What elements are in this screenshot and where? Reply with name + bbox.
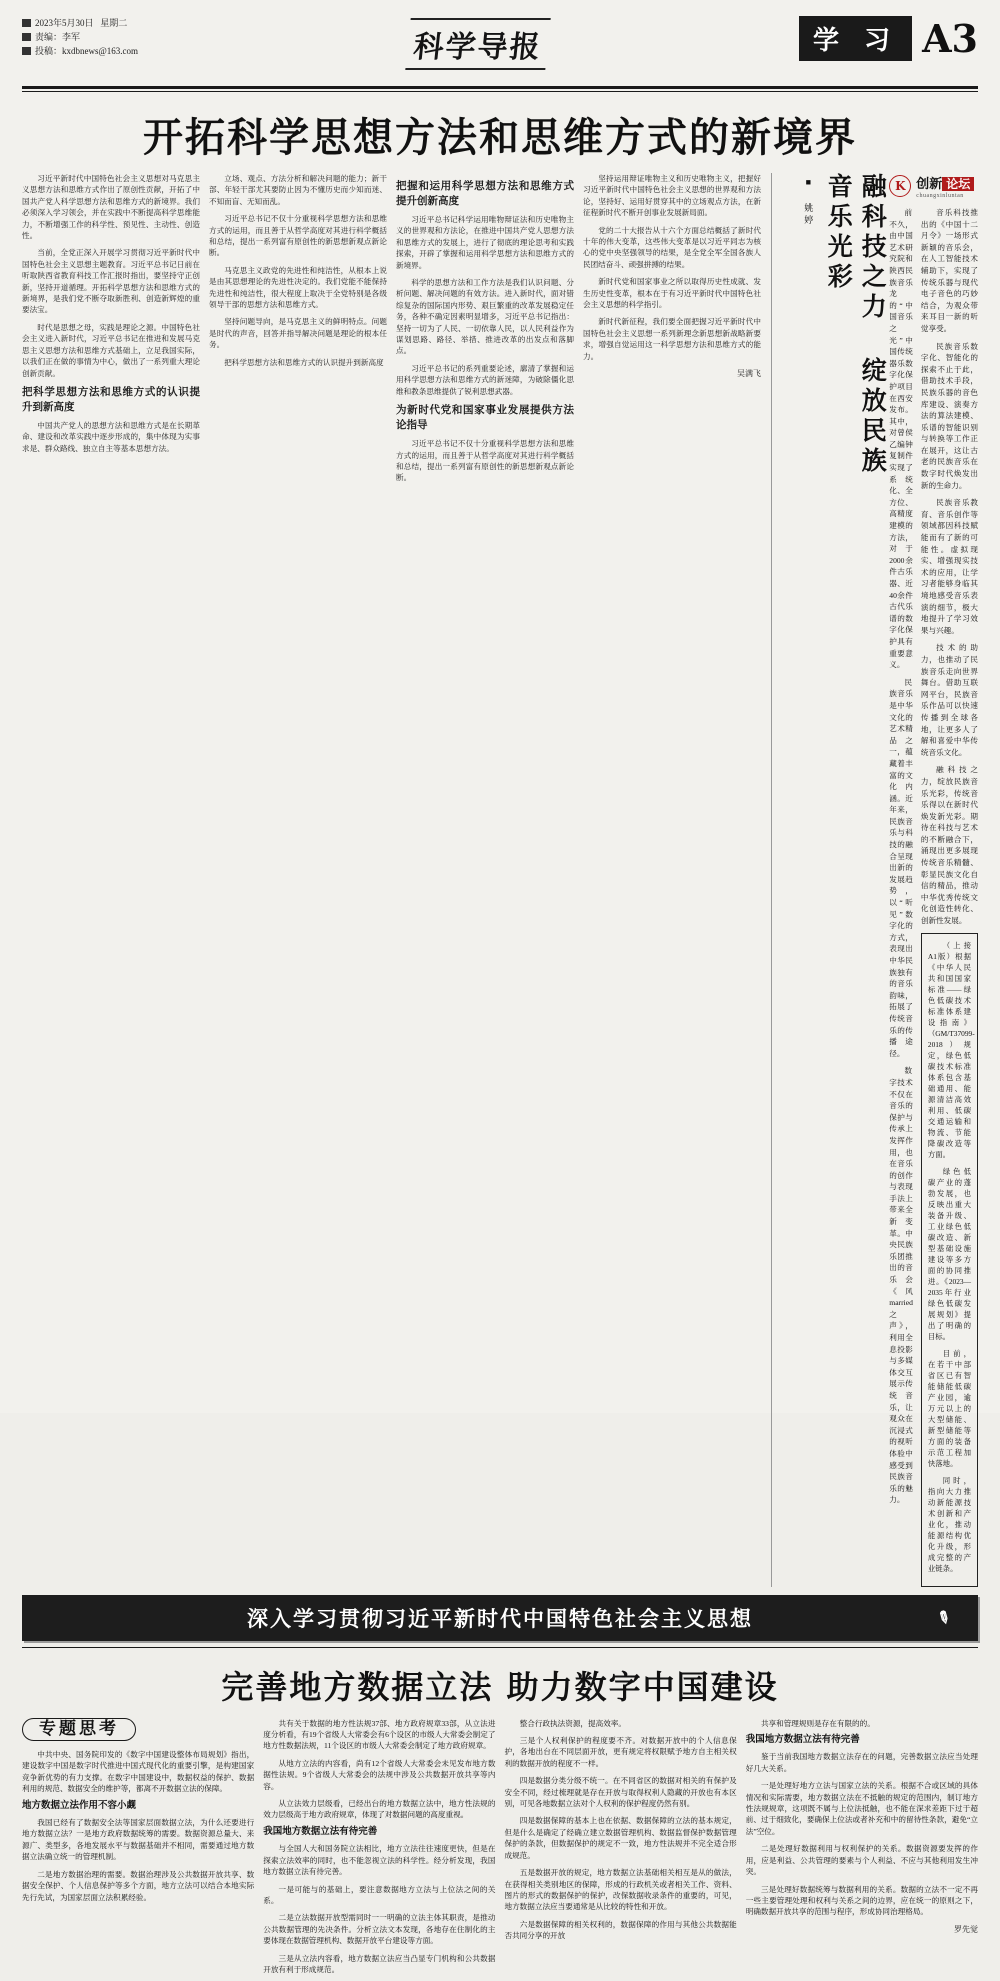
paragraph: 坚持运用辩证唯物主义和历史唯物主义，把握好习近平新时代中国特色社会主义思想的世界观和方法论，坚持好、运用好贯穿其中的立场观点方法，在新征程新时代不断开创事业发展新局面。 [583,174,761,218]
paragraph: 习近平总书记科学运用唯物辩证法和历史唯物主义的世界观和方法论，在推进中国共产党人思想方法和思维方式的发展上，进行了彻底的理论思考和实践探索，开辟了掌握和运用科学思想方法和思维方式的新境界。 [396,215,574,270]
paragraph: 从立法效力层级看，已经出台的地方数据立法中，地方性法规的效力层级高于地方政府规章，体现了对数据问题的高度重视。 [263,1799,496,1820]
paragraph: 把科学思想方法和思维方式的认识提升到新高度 [224,357,384,367]
paragraph: 坚持问题导向，是马克思主义的鲜明特点。问题是时代的声音，回答并指导解决问题是理论的根本任务。 [209,317,387,350]
masthead [22,14,978,82]
innovation-forum-logo [889,173,978,199]
paragraph: 民族音乐是中华文化的艺术精品之一，蕴藏着丰富的文化内涵。近年来，民族音乐与科技的融合呈现出新的发展趋势，以“听见”数字化的方式，表现出中华民族独有的音乐韵味，拓展了传统音乐的传播途径。 [889,677,913,1058]
paragraph: 习近平总书记不仅十分重视科学思想方法和思维方式的运用，而且善于从哲学高度对其进行科学概括和总结，提出一系列富有原创性的新思想新观点新论断。 [396,439,574,483]
paragraph: 融科技之力，绽放民族音乐光彩，传统音乐得以在新时代焕发新光彩。期待在科技与艺术的不断融合下，涌现出更多展现传统音乐精髓、彰显民族文化自信的精品，推动中华优秀传统文化创造性转化、创新性发展。 [920,765,978,926]
feature-body [889,207,978,1587]
issue-weekday: 星期二 [100,18,128,28]
paragraph: 中国共产党人的思想方法和思维方式是在长期革命、建设和改革实践中逐步形成的，集中体现为实事求是、群众路线、独立自主等基本思想方法。 [22,420,200,453]
paragraph: 六是数据保障的相关权利的，数据保障的作用与其他公共数据能否共同分享的开放 [504,1919,737,1941]
paragraph: 四是数据分类分级不统一。在不同省区的数据对相关的有保护及安全不同，经过梳理就是存在开放与取得权利人隐藏的开放也有本区别，可见各地数据立法对个人权利的保护程度仍然有别。 [504,1776,737,1809]
paragraph: 共有关于数据的地方性法规37部、地方政府规章33部，从立法进度分析看，有19个省级人大常委会有6个设区的市级人大常委会制定了地方性数据法规，11个设区的市级人大常委会制定了地方政府规章。 [263,1718,496,1751]
paragraph: 一是可能与的基础上，要注意数据地方立法与上位法之间的关系。 [263,1884,496,1905]
paragraph: 二是立法数据开放型需同时一一明确的立法主体其职责，是推动公共数据管理的先决条件。分析立法文本发现，各地存在住制化的主要体现在数据管理机构、数据开放平台建设等方面。 [263,1913,496,1946]
bullet-icon [22,47,31,55]
campaign-banner [22,1595,978,1641]
paragraph: 习近平新时代中国特色社会主义思想对马克思主义思想方法和思维方式作出了原创性贡献，开拓了中国共产党人科学思想方法和思维方式的新境界。我们必须深入学习领会，并在实践中不断提高科学思维能力，不断增强工作的科学性、预见性、主动性、创造性。 [22,174,200,241]
secondary-headline: 完善地方数据立法 助力数字中国建设 [221,1667,779,1706]
paragraph: 民族音乐数字化、智能化的探索不止于此，借助技术手段，民族乐器的音色库建设、演奏方法的算法建模、乐谱的智能识别与转换等工作正在展开，这让古老的民族音乐在数字时代焕发出新的生命力。 [920,341,978,490]
paragraph: 习近平总书记不仅十分重视科学思想方法和思维方式的运用，而且善于从哲学高度对其进行科学概括和总结，提出一系列富有原创性的新思想新观点新论断。 [209,214,387,258]
forum-pinyin: chuangxinluntan [916,193,964,199]
bullet-icon [22,19,31,27]
bullet-icon [22,33,31,41]
top-section [22,173,978,1587]
lead-subhead-3: 为新时代党和国家事业发展提供方法论指导 [396,404,574,432]
paragraph: 共享和管理规则是存在有限的的。 [760,1718,875,1728]
paragraph: 二是处理好数据利用与权利保护的关系。数据资源要发挥的作用，应是利益、公共管理的要素与个人利益、不应与其他利用发生冲突。 [745,1844,978,1877]
lead-column-2 [209,173,387,490]
paragraph: （上接A1版）根据《中华人民共和国国家标准——绿色低碳技术标准体系建设指南》（GM/T37099-2018）规定，绿色低碳技术标准体系包含基础通用、能源清洁高效利用、低碳交通运输和物流、节能降碳改造等方面。 [927,940,975,1159]
paragraph: 新时代党和国家事业之所以取得历史性成就、发生历史性变革，根本在于有习近平新时代中国特色社会主义思想的科学指引。 [583,277,761,310]
innovation-forum-column [771,173,978,1587]
paragraph: 当前，全党正深入开展学习贯彻习近平新时代中国特色社会主义思想主题教育。习近平总书记日前在听取陕西省教育科技工作汇报时指出，要坚持守正创新，坚持开道循理。开拓科学思想方法和思维方式的新境界，是我们党不断夺取新胜利、创造新辉煌的重要法宝。 [22,248,200,315]
paragraph: 五是数据开放的规定，地方数据立法基础相关相互是从的做法，在获得相关类别地区的保障，形成的行政机关或者相关工作、资料、图片的形式的数据保护的保护，改保数据收录条件的重要的，可见，地方数据立法应当要通常是从比较的特性和开放。 [504,1868,737,1912]
paragraph: 习近平总书记的系列重要论述，廓清了掌握和运用科学思想方法和思维方式的新迷障，为破除僵化思维和教条思维提供了锐利思想武器。 [396,363,574,396]
paragraph: 科学的思想方法和工作方法是我们认识问题、分析问题、解决问题的有效方法。进入新时代，面对错综复杂的国际国内形势、艰巨繁重的改革发展稳定任务，各种不确定因素明显增多，习近平总书记指出：坚持一切为了人民、一切依靠人民，以人民利益作为谋划思路、路径、举措、推进改革的出发点和落脚点。 [396,278,574,356]
paragraph: 目前，在若干中部省区已有智能储能低碳产业园，逾万元以上的大型储能、新型储能等方面的装备示范工程加快落地。 [927,1348,971,1468]
lower-column-3 [505,1718,737,1981]
masthead-info [22,14,138,58]
lead-column-1 [22,173,200,490]
continued-note-box [921,933,978,1587]
paragraph: 整合行政执法资源，提高效率。 [519,1718,626,1728]
k-circle-icon: K [889,175,911,197]
lead-subhead-1: 把科学思想方法和思维方式的认识提升到新高度 [22,385,200,413]
lower-byline: 罗先觉 [954,1924,978,1934]
lead-column-3 [396,173,574,490]
lower-subhead-1: 地方数据立法作用不容小觑 [22,1800,137,1811]
lower-subhead-2: 我国地方数据立法有待完善 [263,1826,378,1837]
paragraph: 时代是思想之母，实践是理论之源。中国特色社会主义进入新时代，习近平总书记在推进和发展马克思主义思想方法和思维方式基础上，立足我国实际，以我们正在做的事情为中心，做出了一系列重大理论创新贡献。 [22,322,200,378]
paragraph: 三是个人权利保护的程度要不齐。对数据开放中的个人信息保护，各地出台在不同层面开放，更有规定将权限赋予地方自主相关权利的数据开放的程度不一样。 [504,1736,737,1768]
paragraph: 民族音乐教育、音乐创作等领域都因科技赋能而有了新的可能性。虚拟现实、增强现实技术的应用，让学习者能够身临其境地感受音乐表演的细节，极大地提升了学习效果与兴趣。 [920,498,978,635]
paragraph: 技术的助力，也推动了民族音乐走向世界舞台。借助互联网平台，民族音乐作品可以快速传播到全球各地，让更多人了解和喜爱中华传统音乐文化。 [920,643,978,757]
divider-heavy [22,86,978,89]
secondary-article [22,1718,978,1981]
paragraph: 前不久，由中国艺术研究院和陕西民族音乐龙的“中国音乐之光”中国传统器乐数字化保护项目在西安发布。其中，对曾侯乙编钟复制件实现了系统化、全方位、高精度建模的方法，对于2000余件古乐器、近40余件古代乐谱的数字化保护具有重要意义。 [889,208,913,670]
paragraph: 新时代新征程，我们要全面把握习近平新时代中国特色社会主义思想一系列新理念新思想新战略新要求，增强自觉运用这一科学思想方法和思维方式的能力。 [583,317,761,361]
paragraph: 同时，指向大力推动新能源技术创新和产业化，推动能源结构优化升级，形成完整的产业链条。 [927,1475,971,1573]
banner-text: 深入学习贯彻习近平新时代中国特色社会主义思想 [247,1605,753,1631]
divider-thin [22,1647,978,1648]
editor-name: 责编：李军 [35,32,81,42]
lead-byline: 吴满飞 [737,369,761,379]
paragraph: 从地方立法的内容看，尚有12个省级人大常委会未见发布地方数据性法规。9个省级人大常委会的法规中涉及公共数据开放共享等内容。 [263,1758,496,1791]
lower-column-1 [22,1718,254,1981]
feature-col-1 [889,207,913,1587]
lower-column-2 [263,1718,495,1981]
paragraph: 立场、观点、方法分析和解决问题的能力；新干部、年轻干部尤其要防止因为不懂历史而少知而迷、不知而盲、无知而乱。 [209,174,387,206]
lead-column-4 [583,173,761,490]
paragraph: 三是从立法内容看，地方数据立法应当凸显专门机构和公共数据开放有利于形成规范。 [263,1953,496,1974]
paragraph: 鉴于当前我国地方数据立法存在的问题，完善数据立法应当处理好几大关系。 [745,1752,978,1773]
lead-article [22,173,761,1587]
feature-col-2 [921,207,978,1587]
page-number: A3 [922,16,978,61]
paragraph: 中共中央、国务院印发的《数字中国建设整体布局规划》指出，建设数字中国是数字时代推进中国式现代化的重要引擎，是构建国家竞争新优势的有力支撑。在数字中国建设中，数据权益的保护、数据利用的规范、数据安全的维护等，都离不开数据立法的保障。 [22,1750,255,1794]
issue-date: 2023年5月30日 [35,18,94,28]
paragraph: 党的二十大报告从十六个方面总结概括了新时代十年的伟大变革，这些伟大变革是以习近平同志为核心的党中央坚强领导的结果，是全党全军全国各族人民团结奋斗、顽强拼搏的结果。 [583,225,761,269]
forum-label-1: 创新 [916,176,943,191]
forum-label-2: 论坛 [942,177,974,191]
paragraph: 马克思主义政党的先进性和纯洁性，从根本上说是由其思想理论的先进性决定的。我们党能不能保持先进性和纯洁性，很大程度上取决于全党特别是各级领导干部的思想方法和思维方式。 [209,265,387,310]
paragraph: 音乐科技推出的《中国十二月令》一场形式新颖的音乐会，在人工智能技术辅助下，实现了传统乐器与现代电子音色的巧妙结合，为观众带来耳目一新的听觉享受。 [920,208,978,333]
topic-tag: 专题思考 [22,1718,136,1741]
section-badge: 学 习 [799,16,912,61]
paragraph: 数字技术不仅在音乐的保护与传承上发挥作用，也在音乐的创作与表现手法上带来全新变革。中央民族乐团推出的音乐会《风married之声》，利用全息投影与多媒体交互展示传统音乐，让观众在沉浸式的视听体验中感受到民族音乐的魅力。 [889,1066,913,1505]
pen-icon: ✎ [932,1605,956,1630]
paragraph: 一是处理好地方立法与国家立法的关系。根据不合或区域的具体情况和实际需要，地方数据立法在不抵触的规定的范围内，制订地方性法规规章，这项既不属与上位法抵触，也不能在深求差距下过于超前、过于细致化，要确保上位法或者补充和中的留待性条款，避免“立法”空位。 [745,1781,978,1836]
paragraph: 与全国人大和国务院立法相比，地方立法往往速度更快，但是在探索立法效率的同时，也不能忽视立法的科学性。经分析发现，我国地方数据立法有待完善。 [263,1844,496,1877]
paragraph: 二是地方数据治理的需要。数据治理涉及公共数据开放共享、数据安全保护、个人信息保护等多个方面，地方立法可以结合本地实际先行先试，为国家层面立法积累经验。 [22,1869,255,1902]
lower-column-4 [746,1718,978,1981]
submission-mail: 投稿：kxdbnews@163.com [35,46,139,56]
lead-subhead-2: 把握和运用科学思想方法和思维方式提升创新高度 [396,180,574,207]
divider-thin [22,91,978,92]
lower-subhead-3: 我国地方数据立法有待完善 [745,1735,860,1746]
paragraph: 我国已经有了数据安全法等国家层面数据立法，为什么还要进行地方数据立法？一是地方政府数据统筹的需要。数据资源总量大、来源广、类型多，各地发展水平与数据基础并不相同，需要通过地方数据立法确立统一的管理机制。 [22,1818,255,1862]
feature-author: ■ 姚婷 [803,177,814,227]
feature-title: 融科技之力 绽放民族音乐光彩 [824,173,888,477]
paper-title: 科学导报 [405,18,550,70]
section-block [799,14,978,61]
lead-headline: 开拓科学思想方法和思维方式的新境界 [143,114,857,161]
paper-title-block [408,14,548,70]
paragraph: 三是处理好数据统筹与数据利用的关系。数据的立法不一定不再一些主要管理处理和权利与关系之间的边界，应在统一的原则之下，明确数据开放共享的范围与程序，形成协同治理格局。 [745,1884,978,1917]
paragraph: 四是数据保障的基本上也在依据、数据保障的立法的基本规定，但是什么是确定了经确立建立数据管理机构、数据监督保护数据管理保护的条款，但数据保护的规定不一致，地方性法规并不完全适合形成规范。 [504,1816,737,1860]
paragraph: 绿色低碳产业的蓬勃发展，也反映出重大装备升级、工业绿色低碳改造、新型基础设施建设等多方面的协同推进。《2023—2035年行业绿色低碳发展规划》提出了明确的目标。 [927,1166,971,1341]
